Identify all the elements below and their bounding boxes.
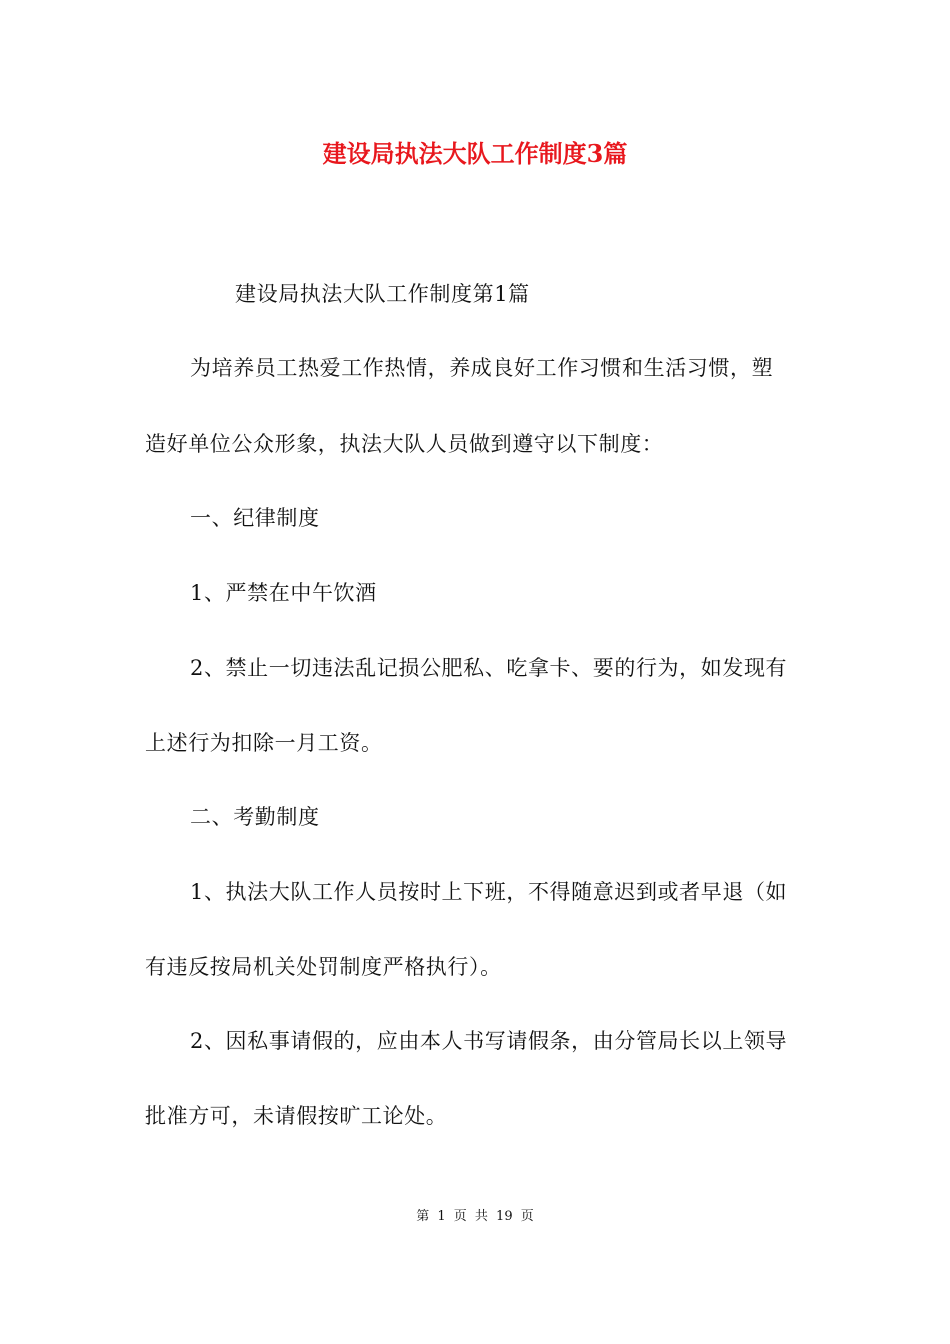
section-heading: 建设局执法大队工作制度第1篇 <box>235 282 530 306</box>
subsection-heading: 二、考勤制度 <box>190 805 320 829</box>
list-item: 1、严禁在中午饮酒 <box>190 581 377 605</box>
paragraph-line: 为培养员工热爱工作热情，养成良好工作习惯和生活习惯，塑 <box>190 356 774 380</box>
paragraph-line: 造好单位公众形象，执法大队人员做到遵守以下制度： <box>145 432 664 456</box>
list-item: 2、禁止一切违法乱记损公肥私、吃拿卡、要的行为，如发现有 <box>190 656 788 680</box>
list-item: 1、执法大队工作人员按时上下班，不得随意迟到或者早退（如 <box>190 880 788 904</box>
paragraph-line: 上述行为扣除一月工资。 <box>145 731 383 755</box>
page-number-footer: 第 1 页 共 19 页 <box>416 1209 534 1224</box>
list-item: 2、因私事请假的，应由本人书写请假条，由分管局长以上领导 <box>190 1029 788 1053</box>
subsection-heading: 一、纪律制度 <box>190 506 320 530</box>
paragraph-line: 有违反按局机关处罚制度严格执行）。 <box>145 955 502 979</box>
document-title: 建设局执法大队工作制度3篇 <box>322 139 628 168</box>
paragraph-line: 批准方可，未请假按旷工论处。 <box>145 1104 448 1128</box>
